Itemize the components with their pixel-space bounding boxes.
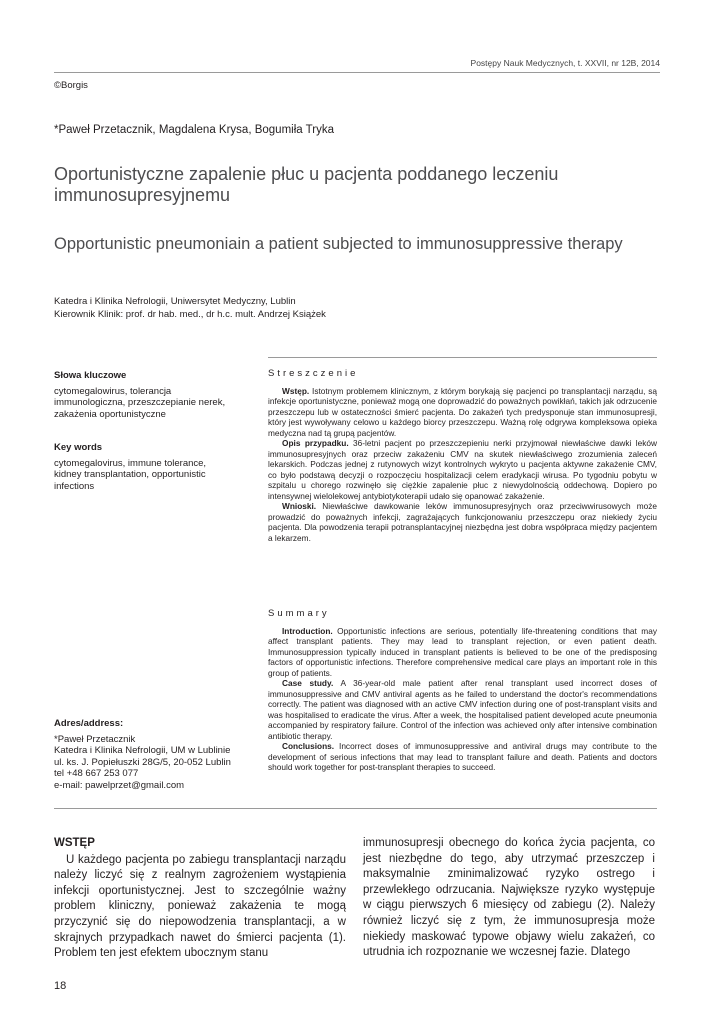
abstract-paragraph <box>268 438 657 501</box>
title-polish: Oportunistyczne zapalenie płuc u pacjenta poddanego leczeniu immunosupresyjnemu <box>54 164 559 205</box>
paragraph-label: Conclusions. <box>282 741 335 751</box>
abstract-polish <box>268 369 657 543</box>
title-english: Opportunistic pneumoniain a patient subjected to immunosuppressive therapy <box>54 235 623 253</box>
paragraph-text: A 36-year-old male patient after renal transplant used incorrect doses of immunosuppressive and CMV antiviral agents as he failed to understand the doctor's recommendations correctly. The patient was diagnosed with an active CMV infection during one of post-transplant visits and was hospitalised to eradicate the virus. After a week, the hospitalised patient developed acute pneumonia accompanied by respiratory failure. Control of the infection was achieved only after intensive combination antibiotic therapy. <box>268 678 657 741</box>
paragraph-label: Wstęp. <box>282 385 310 396</box>
affiliation: Katedra i Klinika Nefrologii, Uniwersytet Medyczny, Lublin <box>54 296 296 307</box>
abstract-end-rule <box>54 808 657 809</box>
address-line: *Paweł Przetacznik <box>54 733 136 745</box>
paragraph-text: Incorrect doses of immunosuppressive and antiviral drugs may contribute to the development of serious infections that may lead to transplant failure and death. Patients and doctors should work together for post-transplant therapies to succeed. <box>268 741 657 772</box>
keyword-line: immunologiczna, przeszczepianie nerek, <box>54 397 226 409</box>
keywords-english <box>54 442 254 492</box>
keyword-line: cytomegalowirus, tolerancja <box>54 385 172 397</box>
body-column-right <box>363 836 655 961</box>
paragraph-text: Istotnym problemem klinicznym, z którym borykają się pacjenci po transplantacji narządu, są infekcje oportunistyczne, ponieważ mogą one doprowadzić do poważnych powikłań, takich jak odrzucenie przeszczepu lub w ostateczności śmierć pacjenta. Do zakażeń tych predysponuje stan immunosupresji, który jest wywoływany celowo u każdego biorcy przeszczepu. Ważną rolę odgrywa kompleksowa opieka medyczna nad tą grupą pacjentów. <box>268 385 658 438</box>
keywords-polish-heading: Słowa kluczowe <box>54 370 127 381</box>
abstract-paragraph <box>268 386 657 439</box>
keywords-polish <box>54 370 254 420</box>
paragraph-label: Introduction. <box>282 625 333 636</box>
section-heading: WSTĘP <box>54 837 95 849</box>
paragraph-text: Niewłaściwe dawkowanie leków immunosupresyjnych oraz przeciwwirusowych może prowadzić do poważnych infekcji, zagrażających funkcjonowaniu przeszczepu oraz niekiedy życiu pacjenta. Dla powodzenia terapii potransplantacyjnej niezbędna jest dobra współpraca między pacjentem a lekarzem. <box>268 501 657 543</box>
paragraph-label: Case study. <box>282 678 334 688</box>
abstract-paragraph <box>268 501 657 543</box>
abstract-paragraph <box>268 741 657 773</box>
abstract-rule <box>268 357 657 358</box>
keyword-line: cytomegalovirus, immune tolerance, <box>54 457 207 469</box>
correspondence-address <box>54 718 254 792</box>
body-paragraph: immunosupresji obecnego do końca życia pacjenta, co jest niezbędne do tego, aby utrzymać przeszczep i maksymalnie zminimalizować ryzyko ostrego i przewlekłego odrzucania. Największe ryzyko występuje w ciągu pierwszych 6 miesięcy od zabiegu (2). Należy również liczyć się z tym, że immunosupresja może niekiedy maskować typowe objawy wielu zakażeń, co utrudnia ich rozpoznanie we wczesnej fazie. Dlatego <box>363 837 655 959</box>
address-line: Katedra i Klinika Nefrologii, UM w Lublinie <box>54 745 231 757</box>
body-paragraph: U każdego pacjenta po zabiegu transplantacji narządu należy liczyć się z realnym zagrożeniem wystąpienia infekcji oportunistycznej. Jest to szczególnie ważny problem kliniczny, ponieważ zakażenia te mogą przyczynić się do niepowodzenia transplantacji, a w skrajnych przypadkach nawet do śmierci pacjenta (1). Problem ten jest efektem ubocznym stanu <box>54 853 346 960</box>
authors: *Paweł Przetacznik, Magdalena Krysa, Bogumiła Tryka <box>54 124 334 136</box>
department-head: Kierownik Klinik: prof. dr hab. med., dr h.c. mult. Andrzej Książek <box>54 308 326 320</box>
address-line: e-mail: pawelprzet@gmail.com <box>54 779 185 791</box>
header-rule <box>54 72 660 73</box>
journal-citation: Postępy Nauk Medycznych, t. XXVII, nr 12B, 2014 <box>470 58 660 68</box>
page-number: 18 <box>54 980 67 992</box>
paragraph-label: Opis przypadku. <box>282 438 349 448</box>
affiliation-block <box>54 296 326 321</box>
keyword-line: kidney transplantation, opportunistic <box>54 469 206 481</box>
address-line: tel +48 667 253 077 <box>54 768 139 780</box>
paragraph-label: Wnioski. <box>282 501 317 511</box>
publisher-mark: ©Borgis <box>54 80 88 91</box>
body-column-left <box>54 836 346 962</box>
abstract-paragraph <box>268 626 657 679</box>
keyword-line: zakażenia oportunistyczne <box>54 408 166 420</box>
abstract-polish-heading: Streszczenie <box>268 368 359 379</box>
paragraph-text: 36-letni pacjent po przeszczepieniu nerki przyjmował niewłaściwe dawki leków immunosupresyjnych oraz przeciw zakażeniu CMV na skutek niewłaściwego zrozumienia zaleceń lekarskich. Podczas jednej z rutynowych wizyt kontrolnych wykryto u pacjenta aktywne zakażenie CMV, co było podstawą decyzji o rozpoczęciu hospitalizacji celem eradykacji wirusa. Po tygodniu pobytu w szpitalu u chorego rozwinęło się ciężkie zapalenie płuc z niewydolnością oddechową. Dopiero po intensywnej wielolekowej antybiotykoterapii udało się opanować zakażenie. <box>268 438 658 501</box>
address-heading: Adres/address: <box>54 718 124 729</box>
keyword-line: infections <box>54 480 95 492</box>
paragraph-text: Opportunistic infections are serious, potentially life-threatening conditions that may affect transplant patients. They may lead to transplant rejection, or even patient death. Immunosuppression typically induced in transplant patients is believed to be one of the predisposing factors of opportunistic infections. Therefore comprehensive medical care plays an important role in this group of patients. <box>268 625 657 678</box>
address-line: ul. ks. J. Popiełuszki 28G/5, 20-052 Lublin <box>54 756 231 768</box>
keywords-english-heading: Key words <box>54 442 103 453</box>
abstract-english-heading: Summary <box>268 608 330 619</box>
abstract-english <box>268 609 657 773</box>
abstract-paragraph <box>268 678 657 741</box>
